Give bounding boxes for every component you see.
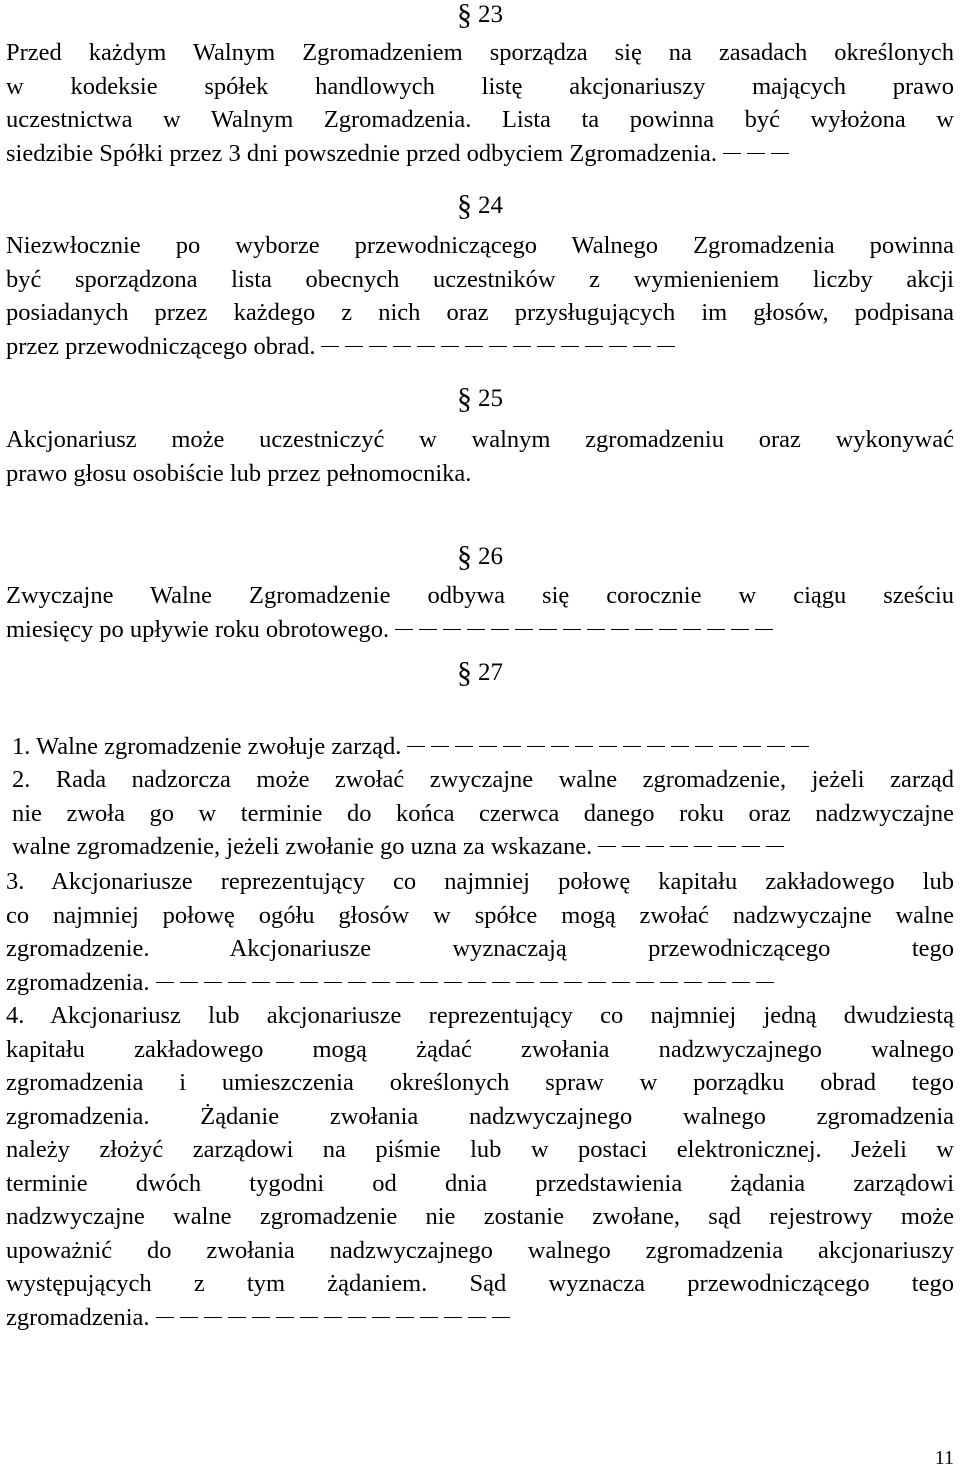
filler-dashes	[401, 733, 809, 760]
filler-dash	[204, 1317, 222, 1318]
text-line: posiadanych przez każdego z nich oraz przysługujących im głosów, podpisana	[6, 299, 954, 326]
filler-dashes	[389, 616, 773, 643]
filler-dash	[204, 982, 222, 983]
text-line: 3. Akcjonariusze reprezentujący co najmniej połowę kapitału zakładowego lub	[6, 868, 954, 895]
filler-dash	[420, 982, 438, 983]
filler-dash	[348, 1317, 366, 1318]
text-line: Akcjonariusz może uczestniczyć w walnym zgromadzeniu oraz wykonywać	[6, 426, 954, 453]
filler-dash	[441, 346, 459, 347]
section-body-26	[6, 579, 954, 646]
filler-dashes	[315, 333, 675, 360]
filler-dash	[718, 846, 736, 847]
filler-dash	[492, 1317, 510, 1318]
filler-dash	[561, 346, 579, 347]
filler-dash	[468, 982, 486, 983]
text-line	[6, 1301, 954, 1335]
filler-dashes	[150, 969, 774, 996]
text-line: prawo głosu osobiście lub przez pełnomocnika.	[6, 459, 472, 487]
text-line: upoważnić do zwołania nadzwyczajnego walnego zgromadzenia akcjonariuszy	[6, 1236, 954, 1264]
text-line: uczestnictwa w Walnym Zgromadzenia. Lista ta powinna być wyłożona w	[6, 106, 954, 133]
text-line-content: zgromadzenia.	[6, 1303, 150, 1331]
text-line: zgromadzenie. Akcjonariusze wyznaczają przewodniczącego tego	[6, 935, 954, 962]
text-line	[6, 613, 954, 647]
filler-dash	[527, 746, 545, 747]
filler-dash	[647, 746, 665, 747]
text-line-content: przez przewodniczącego obrad.	[6, 332, 316, 360]
filler-dash	[732, 982, 750, 983]
filler-dash	[563, 629, 581, 630]
filler-dash	[252, 1317, 270, 1318]
filler-dash	[683, 629, 701, 630]
filler-dash	[540, 982, 558, 983]
filler-dash	[419, 629, 437, 630]
text-line-content: walne zgromadzenie, jeżeli zwołanie go uzna za wskazane.	[12, 833, 593, 860]
filler-dash	[551, 746, 569, 747]
section-number: 26	[478, 543, 503, 570]
filler-dash	[489, 346, 507, 347]
filler-dash	[659, 629, 677, 630]
filler-dash	[348, 982, 366, 983]
filler-dash	[492, 982, 510, 983]
section-symbol: §	[457, 540, 472, 573]
list-item-3	[6, 865, 954, 999]
list-item-4	[6, 999, 954, 1334]
filler-dash	[324, 982, 342, 983]
text-line	[6, 730, 954, 764]
text-line	[6, 830, 954, 864]
filler-dashes	[150, 1304, 510, 1331]
filler-dash	[766, 846, 784, 847]
section-number: 24	[478, 192, 503, 219]
filler-dash	[609, 346, 627, 347]
text-line-content: siedzibie Spółki przez 3 dni powszednie przed odbyciem Zgromadzenia.	[6, 139, 717, 167]
filler-dash	[396, 1317, 414, 1318]
text-line: występujących z tym żądaniem. Sąd wyznacza przewodniczącego tego	[6, 1270, 954, 1297]
text-line	[6, 330, 954, 364]
filler-dashes	[717, 140, 789, 167]
filler-dash	[611, 629, 629, 630]
text-line: nie zwoła go w terminie do końca czerwca danego roku oraz nadzwyczajne	[12, 799, 954, 827]
filler-dash	[444, 1317, 462, 1318]
filler-dash	[252, 982, 270, 983]
list-item-2	[6, 763, 954, 864]
filler-dash	[742, 846, 760, 847]
filler-dash	[587, 629, 605, 630]
section-body-25	[6, 423, 954, 490]
filler-dash	[657, 346, 675, 347]
text-line: co najmniej połowę ogółu głosów w spółce mogą zwołać nadzwyczajne walne	[6, 901, 954, 929]
filler-dash	[694, 846, 712, 847]
filler-dash	[564, 982, 582, 983]
filler-dash	[324, 1317, 342, 1318]
filler-dash	[396, 982, 414, 983]
filler-dash	[771, 153, 789, 154]
section-number: 25	[478, 385, 503, 412]
filler-dash	[228, 982, 246, 983]
filler-dash	[276, 982, 294, 983]
text-line-content: zgromadzenia.	[6, 968, 150, 996]
filler-dash	[369, 346, 387, 347]
section-heading-23	[0, 0, 960, 30]
filler-dash	[743, 746, 761, 747]
filler-dash	[599, 746, 617, 747]
filler-dash	[276, 1317, 294, 1318]
filler-dash	[598, 846, 616, 847]
filler-dash	[747, 153, 765, 154]
section-symbol: §	[457, 189, 472, 222]
filler-dash	[539, 629, 557, 630]
filler-dash	[707, 629, 725, 630]
list-item-1	[6, 730, 954, 764]
filler-dash	[479, 746, 497, 747]
filler-dash	[467, 629, 485, 630]
text-line: Zwyczajne Walne Zgromadzenie odbywa się corocznie w ciągu sześciu	[6, 582, 954, 609]
filler-dash	[180, 982, 198, 983]
text-line: należy złożyć zarządowi na piśmie lub w postaci elektronicznej. Jeżeli w	[6, 1136, 954, 1163]
filler-dash	[633, 346, 651, 347]
filler-dash	[417, 346, 435, 347]
filler-dash	[646, 846, 664, 847]
filler-dash	[300, 1317, 318, 1318]
filler-dash	[228, 1317, 246, 1318]
filler-dash	[585, 346, 603, 347]
filler-dash	[791, 746, 809, 747]
text-line	[6, 966, 954, 1000]
filler-dash	[465, 346, 483, 347]
section-symbol: §	[457, 382, 472, 415]
filler-dash	[444, 982, 462, 983]
filler-dash	[731, 629, 749, 630]
filler-dash	[180, 1317, 198, 1318]
filler-dash	[455, 746, 473, 747]
text-line: terminie dwóch tygodni od dnia przedstawienia żądania zarządowi	[6, 1169, 954, 1197]
filler-dash	[156, 982, 174, 983]
filler-dash	[635, 629, 653, 630]
text-line: Niezwłocznie po wyborze przewodniczącego Walnego Zgromadzenia powinna	[6, 232, 954, 259]
filler-dash	[300, 982, 318, 983]
filler-dash	[660, 982, 678, 983]
filler-dash	[612, 982, 630, 983]
filler-dash	[372, 982, 390, 983]
section-body-23	[6, 36, 954, 170]
filler-dash	[588, 982, 606, 983]
filler-dash	[407, 746, 425, 747]
filler-dash	[321, 346, 339, 347]
text-line: 4. Akcjonariusz lub akcjonariusze reprezentujący co najmniej jedną dwudziestą	[6, 1002, 954, 1029]
filler-dash	[156, 1317, 174, 1318]
text-line: nadzwyczajne walne zgromadzenie nie zostanie zwołane, sąd rejestrowy może	[6, 1203, 954, 1230]
filler-dash	[516, 982, 534, 983]
filler-dashes	[592, 833, 784, 860]
filler-dash	[503, 746, 521, 747]
filler-dash	[443, 629, 461, 630]
filler-dash	[767, 746, 785, 747]
text-line	[6, 137, 954, 171]
filler-dash	[491, 629, 509, 630]
section-heading-24	[0, 191, 960, 221]
section-number: 27	[478, 659, 503, 686]
section-heading-26	[0, 542, 960, 572]
section-number: 23	[478, 1, 503, 28]
filler-dash	[684, 982, 702, 983]
section-heading-25	[0, 384, 960, 414]
filler-dash	[372, 1317, 390, 1318]
filler-dash	[431, 746, 449, 747]
filler-dash	[723, 153, 741, 154]
filler-dash	[393, 346, 411, 347]
text-line: 2. Rada nadzorcza może zwołać zwyczajne walne zgromadzenie, jeżeli zarząd	[12, 766, 954, 793]
filler-dash	[395, 629, 413, 630]
text-line: zgromadzenia. Żądanie zwołania nadzwyczajnego walnego zgromadzenia	[6, 1102, 954, 1130]
filler-dash	[623, 746, 641, 747]
page-number: 11	[934, 1447, 954, 1469]
section-heading-27	[0, 658, 960, 688]
text-line: kapitału zakładowego mogą żądać zwołania nadzwyczajnego walnego	[6, 1035, 954, 1063]
filler-dash	[345, 346, 363, 347]
filler-dash	[756, 982, 774, 983]
filler-dash	[695, 746, 713, 747]
filler-dash	[513, 346, 531, 347]
section-symbol: §	[457, 0, 472, 31]
filler-dash	[420, 1317, 438, 1318]
filler-dash	[622, 846, 640, 847]
text-line-content: 1. Walne zgromadzenie zwołuje zarząd.	[12, 733, 402, 760]
filler-dash	[515, 629, 533, 630]
text-line-content: miesięcy po upływie roku obrotowego.	[6, 615, 390, 643]
filler-dash	[708, 982, 726, 983]
filler-dash	[636, 982, 654, 983]
filler-dash	[537, 346, 555, 347]
text-line: zgromadzenia i umieszczenia określonych spraw w porządku obrad tego	[6, 1069, 954, 1096]
text-line: w kodeksie spółek handlowych listę akcjonariuszy mających prawo	[6, 72, 954, 100]
filler-dash	[468, 1317, 486, 1318]
filler-dash	[670, 846, 688, 847]
section-body-24	[6, 229, 954, 363]
text-line: być sporządzona lista obecnych uczestników z wymienieniem liczby akcji	[6, 265, 954, 293]
section-symbol: §	[457, 656, 472, 689]
filler-dash	[719, 746, 737, 747]
filler-dash	[575, 746, 593, 747]
filler-dash	[671, 746, 689, 747]
text-line: Przed każdym Walnym Zgromadzeniem sporządza się na zasadach określonych	[6, 39, 954, 66]
filler-dash	[755, 629, 773, 630]
